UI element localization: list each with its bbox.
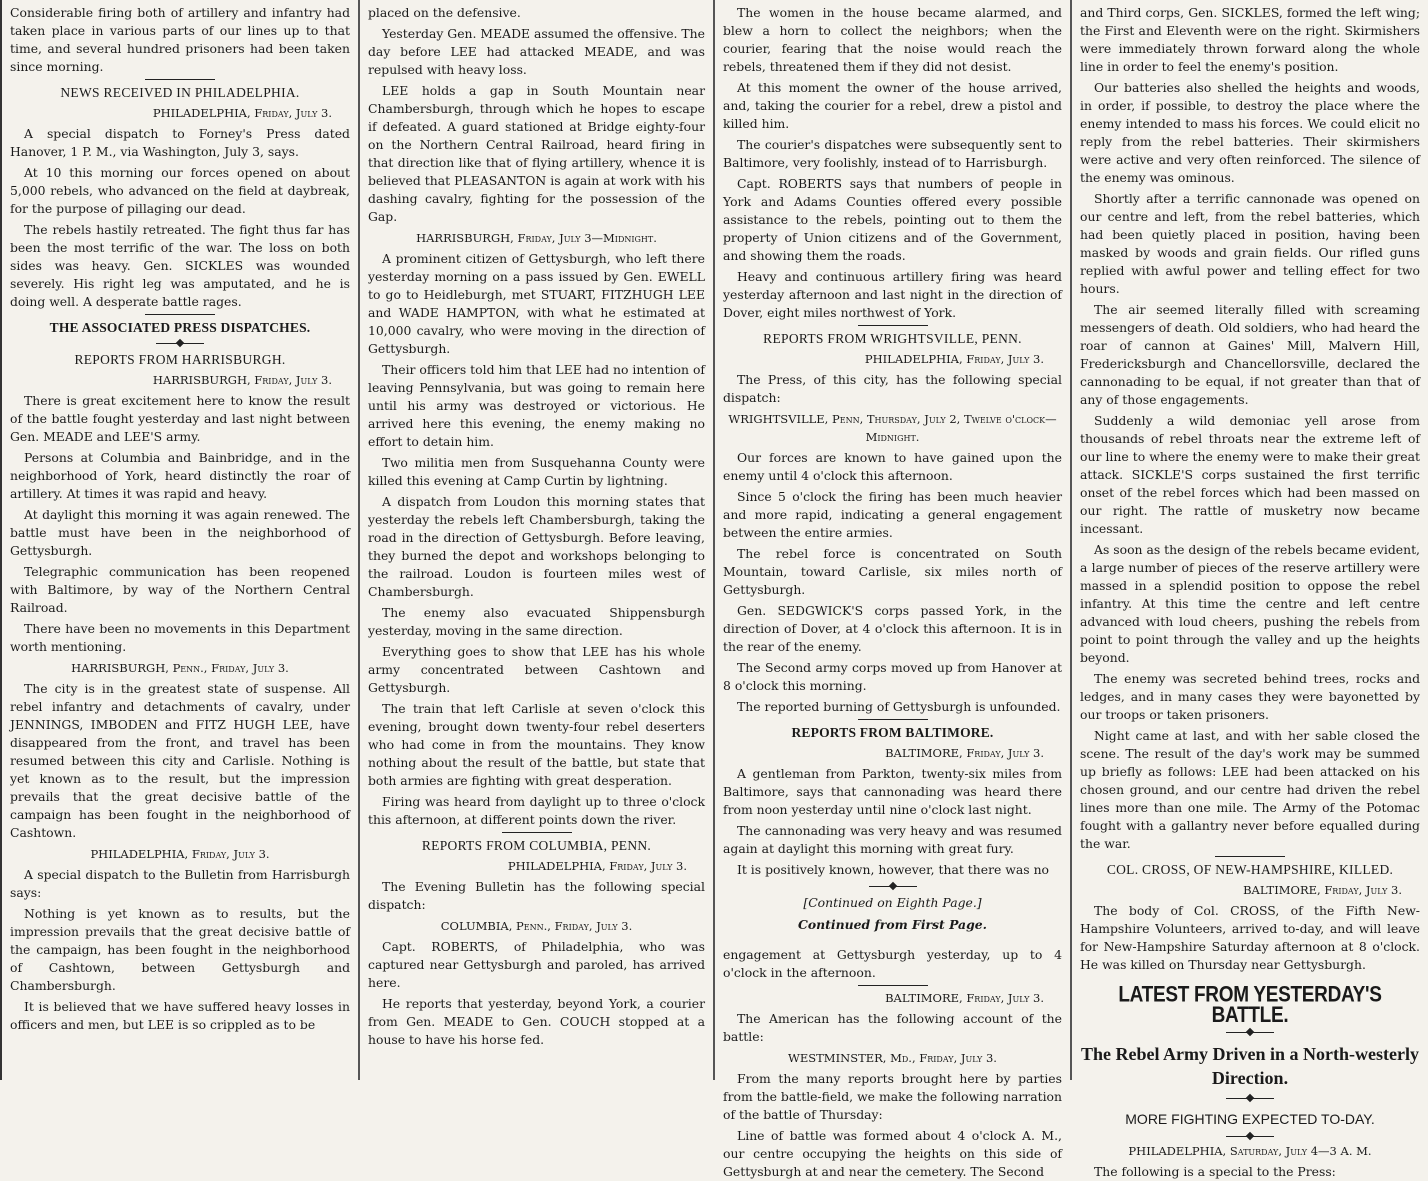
paragraph: Everything goes to show that LEE has his whole army concentrated between Cashtown and Gettysburgh. (368, 644, 705, 695)
column-2 (358, 0, 713, 1080)
paragraph: It is positively known, however, that there was no (737, 862, 1050, 877)
dateline: COLUMBIA, Penn., Friday, July 3. (440, 919, 633, 933)
paragraph: Two militia men from Susquehanna County were killed this evening at Camp Curtin by lightning. (368, 455, 705, 488)
paragraph: Since 5 o'clock the firing has been much heavier and more rapid, indicating a general engagement between the entire armies. (723, 489, 1062, 540)
paragraph: Gen. SEDGWICK'S corps passed York, in the direction of Dover, at 4 o'clock this afternoon. It is in the rear of the enemy. (723, 603, 1062, 654)
dateline: PHILADELPHIA, Saturday, July 4—3 A. M. (1128, 1144, 1372, 1158)
paragraph: The enemy was secreted behind trees, rocks and ledges, and in many cases they were bayonetted by our troops or taken prisoners. (1080, 671, 1420, 722)
paragraph: As soon as the design of the rebels became evident, a large number of pieces of the reserve artillery were massed in a splendid position to oppose the rebel infantry. At this time the centre and left centre advanced with loud cheers, pushing the rebels from point to point through the valley and up the heights beyond. (1080, 542, 1420, 665)
dateline: BALTIMORE, Friday, July 3. (1243, 883, 1402, 897)
paragraph: Their officers told him that LEE had no intention of leaving Pennsylvania, but was going to remain here until his army was destroyed or victorious. He arrived here this evening, the enemy making no effort to detain him. (368, 362, 705, 449)
dateline: HARRISBURGH, Friday, July 3. (152, 373, 332, 387)
headline-col-cross: COL. CROSS, OF NEW-HAMPSHIRE, KILLED. (1106, 862, 1394, 877)
column-1 (0, 0, 358, 1080)
paragraph: It is believed that we have suffered heavy losses in officers and men, but LEE is so crippled as to be (10, 999, 350, 1032)
paragraph: engagement at Gettysburgh yesterday, up to 4 o'clock in the afternoon. (723, 947, 1062, 980)
paragraph: From the many reports brought here by parties from the battle-field, we make the following narration of the battle of Thursday: (723, 1071, 1062, 1122)
paragraph: The American has the following account of the battle: (723, 1011, 1062, 1044)
paragraph: The Second army corps moved up from Hanover at 8 o'clock this morning. (723, 660, 1062, 693)
paragraph: A dispatch from Loudon this morning states that yesterday the rebels left Chambersburgh, taking the road in the direction of Gettysburgh. Before leaving, they burned the depot and workshops belonging to the railroad. Loudon is fourteen miles west of Chambersburgh. (368, 494, 705, 599)
divider (502, 832, 572, 833)
paragraph: The reported burning of Gettysburgh is unfounded. (737, 699, 1061, 714)
paragraph: At this moment the owner of the house arrived, and, taking the courier for a rebel, drew a pistol and killed him. (723, 80, 1062, 131)
paragraph: A special dispatch to the Bulletin from Harrisburgh says: (10, 867, 350, 900)
paragraph: The Evening Bulletin has the following special dispatch: (368, 879, 705, 912)
dateline: WESTMINSTER, Md., Friday, July 3. (788, 1051, 997, 1065)
paragraph: Suddenly a wild demoniac yell arose from thousands of rebel throats near the extreme left of our line to where the enemy were to make their great attack. SICKLE'S corps sustained the first terrific onset of the rebel forces which had been massed on our right. The rattle of musketry now became incessant. (1080, 413, 1420, 536)
paragraph: Nothing is yet known as to results, but the impression prevails that the great decisive battle of the campaign, has been fought in the neighborhood of Cashtown, between Gettysburgh and Chambersburgh. (10, 906, 350, 993)
paragraph: There is great excitement here to know the result of the battle fought yesterday and last night between Gen. MEADE and LEE'S army. (10, 393, 350, 444)
paragraph: The women in the house became alarmed, and blew a horn to collect the neighbors; when the courier, fearing that the noise would reach the rebels, threatened them if they did not desist. (723, 5, 1062, 74)
paragraph: Night came at last, and with her sable closed the scene. The result of the day's work may be summed up briefly as follows: LEE had been attacked on his chosen ground, and our centre had driven the rebel lines more than one mile. The Army of the Potomac fought with a gallantry never before equalled during the war. (1080, 728, 1420, 851)
divider (145, 314, 215, 315)
headline-wrightsville: REPORTS FROM WRIGHTSVILLE, PENN. (763, 331, 1022, 346)
subheadline-more-fighting: MORE FIGHTING EXPECTED TO-DAY. (1125, 1111, 1375, 1127)
paragraph: The cannonading was very heavy and was resumed again at daylight this morning with great fury. (723, 823, 1062, 856)
paragraph: Firing was heard from daylight up to three o'clock this afternoon, at different points down the river. (368, 794, 705, 827)
paragraph: Telegraphic communication has been reopened with Baltimore, by way of the Northern Central Railroad. (10, 564, 350, 615)
dateline: PHILADELPHIA, Friday, July 3. (90, 847, 270, 861)
paragraph: LEE holds a gap in South Mountain near Chambersburgh, through which he hopes to escape if defeated. A guard stationed at Bridge eighty-four on the Northern Central Railroad, heard firing in that direction like that of flying artillery, whence it is believed that PLEASANTON is again at work with his dashing cavalry, fighting for the possession of the Gap. (368, 83, 705, 224)
paragraph: There have been no movements in this Department worth mentioning. (10, 621, 350, 654)
headline-columbia: REPORTS FROM COLUMBIA, PENN. (421, 838, 652, 853)
headline-baltimore: REPORTS FROM BALTIMORE. (791, 725, 994, 740)
paragraph: Line of battle was formed about 4 o'clock A. M., our centre occupying the heights on this side of Gettysburgh at and near the cemetery. The Second (723, 1128, 1062, 1179)
ornament-divider (1226, 1132, 1274, 1140)
dateline: BALTIMORE, Friday, July 3. (885, 746, 1044, 760)
divider (145, 79, 215, 80)
paragraph: Shortly after a terrific cannonade was opened on our centre and left, from the rebel batteries, which had been quietly placed in position, having been masked by woods and grain fields. Our rifled guns replied with awful power and telling effect for two hours. (1080, 191, 1420, 296)
paragraph: The train that left Carlisle at seven o'clock this evening, brought down twenty-four rebel deserters who had come in from the mountains. They know nothing about the result of the battle, but state that both armies are fighting with great desperation. (368, 701, 705, 788)
paragraph: The rebels hastily retreated. The fight thus far has been the most terrific of the war. The loss on both sides was heavy. Gen. SICKLES was wounded severely. His right leg was amputated, and he is doing well. A desperate battle rages. (10, 222, 350, 309)
divider (858, 985, 928, 986)
headline-latest-battle: LATEST FROM YESTERDAY'S BATTLE. (1118, 983, 1382, 1028)
paragraph: Our forces are known to have gained upon the enemy until 4 o'clock this afternoon. (723, 450, 1062, 483)
dateline: PHILADELPHIA, Friday, July 3. (152, 106, 332, 120)
paragraph: The air seemed literally filled with screaming messengers of death. Old soldiers, who had heard the roar of cannon at Gaines' Mill, Malvern Hill, Fredericksburgh and Chancellorsville, declared the cannonading to be equal, if not greater than that of any of those engagements. (1080, 302, 1420, 407)
paragraph: He reports that yesterday, beyond York, a courier from Gen. MEADE to Gen. COUCH stopped at a house to have his horse fed. (368, 996, 705, 1047)
headline-associated-press: THE ASSOCIATED PRESS DISPATCHES. (49, 320, 311, 335)
paragraph: At 10 this morning our forces opened on about 5,000 rebels, who advanced on the field at daybreak, for the purpose of pillaging our dead. (10, 165, 350, 216)
paragraph: The courier's dispatches were subsequently sent to Baltimore, very foolishly, instead of to Harrisburgh. (723, 137, 1062, 170)
paragraph: and Third corps, Gen. SICKLES, formed the left wing; the First and Eleventh were on the right. Skirmishers were immediately thrown forward along the whole line in order to feel the enemy's position. (1080, 5, 1420, 74)
paragraph: Our batteries also shelled the heights and woods, in order, if possible, to destroy the place where the enemy intended to mass his forces. We could elicit no reply from the rebel batteries. Their skirmishers were active and very often reinforced. The silence of the enemy was ominous. (1080, 80, 1420, 185)
divider (858, 719, 928, 720)
paragraph: The rebel force is concentrated on South Mountain, toward Carlisle, six miles north of Gettysburgh. (723, 546, 1062, 597)
column-3 (713, 0, 1070, 1179)
ornament-divider (1226, 1094, 1274, 1102)
paragraph: The Press, of this city, has the following special dispatch: (723, 372, 1062, 405)
headline-harrisburgh: REPORTS FROM HARRISBURGH. (74, 352, 286, 367)
dateline: BALTIMORE, Friday, July 3. (885, 991, 1044, 1005)
divider (1215, 856, 1285, 857)
ornament-divider (869, 882, 917, 890)
intro-paragraph: Considerable firing both of artillery and infantry had taken place in various parts of our lines up to that time, and several hundred prisoners had been taken since morning. (10, 5, 350, 74)
continued-note: [Continued on Eighth Page.] (803, 895, 982, 910)
paragraph: Heavy and continuous artillery firing was heard yesterday afternoon and last night in the direction of Dover, eight miles northwest of York. (723, 269, 1062, 320)
subheadline-rebel-army: The Rebel Army Driven in a North-westerly Direction. (1081, 1044, 1419, 1088)
paragraph: Capt. ROBERTS says that numbers of people in York and Adams Counties offered every possible assistance to the rebels, pointing out to them the property of Union citizens and of the Government, and showing them the roads. (723, 176, 1062, 263)
paragraph: Yesterday Gen. MEADE assumed the offensive. The day before LEE had attacked MEADE, and was repulsed with heavy loss. (368, 26, 705, 77)
paragraph: Persons at Columbia and Bainbridge, and in the neighborhood of York, heard distinctly the roar of artillery. At times it was rapid and heavy. (10, 450, 350, 501)
dateline: HARRISBURGH, Penn., Friday, July 3. (71, 661, 289, 675)
paragraph: The body of Col. CROSS, of the Fifth New-Hampshire Volunteers, arrived to-day, and will leave for New-Hampshire Saturday afternoon at 8 o'clock. He was killed on Thursday near Gettysburgh. (1080, 903, 1420, 972)
paragraph: The enemy also evacuated Shippensburgh yesterday, moving in the same direction. (368, 605, 705, 638)
ornament-divider (1226, 1028, 1274, 1036)
ornament-divider (156, 339, 204, 347)
paragraph: A special dispatch to Forney's Press dated Hanover, 1 P. M., via Washington, July 3, says. (10, 126, 350, 159)
dateline: PHILADELPHIA, Friday, July 3. (507, 859, 687, 873)
continued-note: Continued from First Page. (798, 917, 987, 932)
dateline: WRIGHTSVILLE, Penn, Thursday, July 2, Twelve o'clock—Midnight. (728, 412, 1057, 444)
headline-philadelphia: NEWS RECEIVED IN PHILADELPHIA. (60, 85, 300, 100)
divider (858, 325, 928, 326)
paragraph: The following is a special to the Press: (1094, 1164, 1336, 1179)
paragraph: A prominent citizen of Gettysburgh, who left there yesterday morning on a pass issued by Gen. EWELL to go to Heidleburgh, met STUART, FITZHUGH LEE and WADE HAMPTON, with what he estimated at 10,000 cavalry, who were moving in the direction of Gettysburgh. (368, 251, 705, 356)
column-4 (1070, 0, 1428, 1179)
paragraph: Capt. ROBERTS, of Philadelphia, who was captured near Gettysburgh and paroled, has arrived here. (368, 939, 705, 990)
paragraph: A gentleman from Parkton, twenty-six miles from Baltimore, says that cannonading was heard there from noon yesterday until nine o'clock last night. (723, 766, 1062, 817)
paragraph: At daylight this morning it was again renewed. The battle must have been in the neighborhood of Gettysburgh. (10, 507, 350, 558)
paragraph: The city is in the greatest state of suspense. All rebel infantry and detachments of cavalry, under JENNINGS, IMBODEN and FITZ HUGH LEE, have disappeared from the front, and travel has been resumed between this city and Carlisle. Nothing is yet known as to the result, but the impression prevails that the great decisive battle of the campaign has been fought in the neighborhood of Cashtown. (10, 681, 350, 840)
dateline: PHILADELPHIA, Friday, July 3. (864, 352, 1044, 366)
dateline: HARRISBURGH, Friday, July 3—Midnight. (416, 231, 657, 245)
paragraph: placed on the defensive. (368, 5, 521, 20)
